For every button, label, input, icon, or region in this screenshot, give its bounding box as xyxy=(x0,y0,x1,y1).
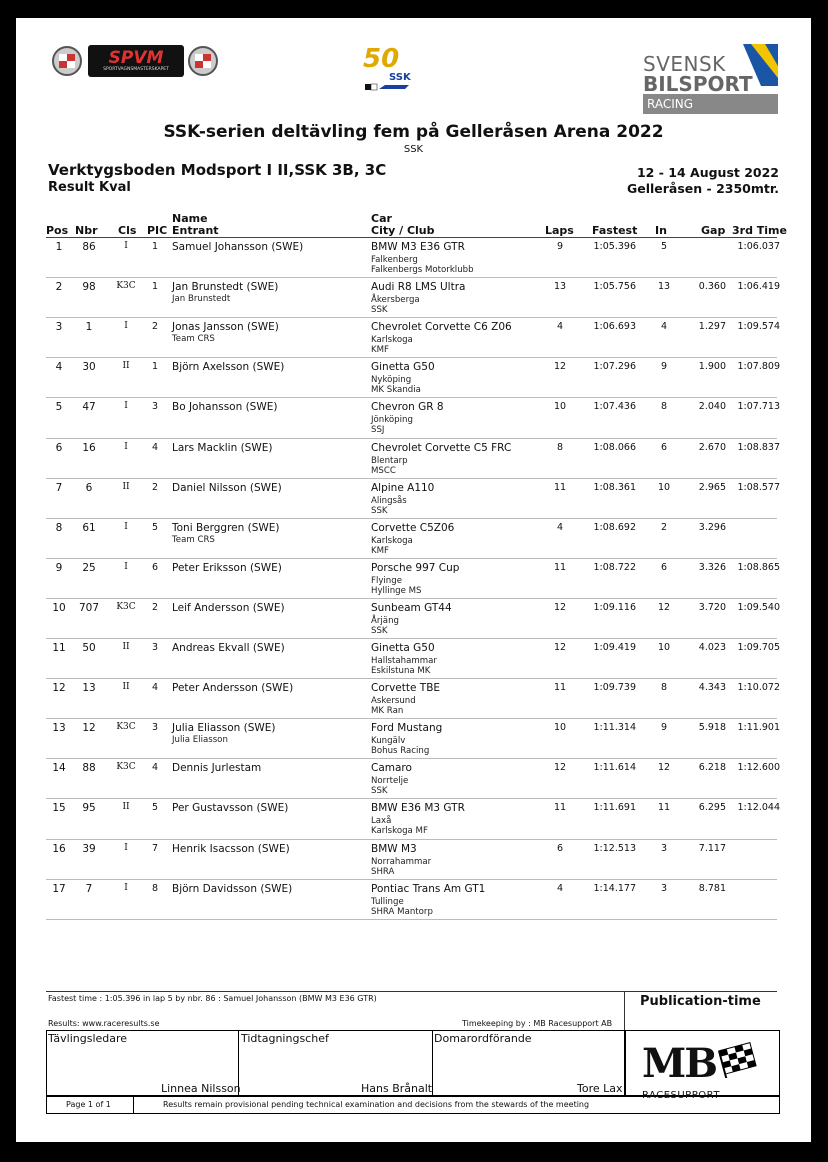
row-gap: 7.117 xyxy=(698,842,726,854)
row-third-time: 1:11.901 xyxy=(737,722,780,734)
row-fastest: 1:08.692 xyxy=(593,521,636,533)
row-pos: 16 xyxy=(52,842,66,855)
row-gap: 1.297 xyxy=(698,321,726,333)
row-nbr: 30 xyxy=(82,361,96,374)
row-gap: 2.965 xyxy=(698,481,726,493)
svensk-bilsport-logo xyxy=(643,44,778,116)
row-divider xyxy=(46,718,777,719)
row-gap: 3.326 xyxy=(698,561,726,573)
row-fastest: 1:05.396 xyxy=(593,241,636,252)
row-club: MSCC xyxy=(371,465,396,476)
row-car: Chevrolet Corvette C6 Z06 xyxy=(371,321,512,334)
svensk-text: SVENSK xyxy=(643,52,726,76)
row-city: Alingsås xyxy=(371,495,407,506)
disclaimer: Results remain provisional pending technical examination and decisions from the stewards of the meeting xyxy=(163,1100,590,1109)
col-cls: Cls xyxy=(118,224,137,237)
row-divider xyxy=(46,478,777,479)
row-nbr: 1 xyxy=(85,321,93,334)
row-pic: 2 xyxy=(151,601,159,613)
sig1-name: Linnea Nilsson xyxy=(161,1082,241,1095)
row-driver-name: Bo Johansson (SWE) xyxy=(172,401,278,414)
signature-divider-2 xyxy=(432,1030,433,1096)
page-subtitle: SSK xyxy=(403,144,424,155)
row-laps: 6 xyxy=(556,842,564,854)
row-pic: 4 xyxy=(151,441,159,453)
row-city: Åkersberga xyxy=(371,295,420,306)
row-city: Kungälv xyxy=(371,736,406,747)
row-laps: 10 xyxy=(553,401,567,413)
row-driver-name: Andreas Ekvall (SWE) xyxy=(172,642,285,654)
row-class: K3C xyxy=(116,281,136,292)
row-gap: 6.218 xyxy=(698,762,726,774)
row-club: KMF xyxy=(371,545,389,556)
row-best-lap: 9 xyxy=(660,361,668,373)
row-club: SSK xyxy=(371,625,388,636)
row-third-time: 1:09.574 xyxy=(737,321,780,333)
row-laps: 12 xyxy=(553,601,567,613)
row-third-time: 1:06.037 xyxy=(737,241,780,252)
row-driver-name: Lars Macklin (SWE) xyxy=(172,441,273,454)
row-class: I xyxy=(124,321,128,332)
row-nbr: 7 xyxy=(85,882,93,895)
row-third-time: 1:08.577 xyxy=(737,481,780,493)
col-entrant: Entrant xyxy=(172,224,219,237)
row-car: Corvette C5Z06 xyxy=(371,521,455,534)
row-nbr: 95 xyxy=(82,802,96,815)
row-class: I xyxy=(124,401,128,412)
row-pos: 1 xyxy=(55,241,63,253)
row-pos: 12 xyxy=(52,682,66,695)
row-driver-name: Peter Andersson (SWE) xyxy=(172,682,294,695)
row-city: Askersund xyxy=(371,696,416,707)
row-best-lap: 3 xyxy=(660,882,668,894)
row-class: II xyxy=(122,361,130,372)
row-nbr: 12 xyxy=(82,722,96,735)
row-entrant: Team CRS xyxy=(172,534,215,545)
row-divider xyxy=(46,758,777,759)
row-pic: 6 xyxy=(151,561,159,573)
row-divider xyxy=(46,798,777,799)
row-pos: 9 xyxy=(55,561,63,574)
row-best-lap: 8 xyxy=(660,682,668,694)
row-driver-name: Julia Eliasson (SWE) xyxy=(172,722,276,735)
row-pos: 11 xyxy=(52,642,66,654)
row-nbr: 86 xyxy=(82,241,96,253)
row-best-lap: 3 xyxy=(660,842,668,854)
row-best-lap: 5 xyxy=(660,241,668,252)
row-pos: 5 xyxy=(55,401,63,414)
row-fastest: 1:11.691 xyxy=(593,802,636,814)
col-fastest: Fastest xyxy=(592,224,638,237)
row-best-lap: 9 xyxy=(660,722,668,734)
row-third-time: 1:09.705 xyxy=(737,642,780,653)
row-third-time: 1:07.713 xyxy=(737,401,780,413)
row-nbr: 16 xyxy=(82,441,96,454)
row-pos: 7 xyxy=(55,481,63,494)
event-venue: Gelleråsen - 2350mtr. xyxy=(626,181,779,196)
col-pos: Pos xyxy=(46,224,69,237)
row-class: I xyxy=(124,521,128,532)
col-gap: Gap xyxy=(701,224,726,237)
row-pos: 4 xyxy=(55,361,63,374)
row-laps: 13 xyxy=(553,281,567,293)
row-divider xyxy=(46,678,777,679)
row-nbr: 47 xyxy=(82,401,96,414)
row-divider xyxy=(46,879,777,880)
row-pic: 2 xyxy=(151,481,159,493)
header-divider xyxy=(46,237,777,238)
row-driver-name: Björn Axelsson (SWE) xyxy=(172,361,285,374)
row-club: SSK xyxy=(371,786,388,797)
row-pic: 1 xyxy=(151,281,159,293)
row-city: Årjäng xyxy=(371,615,399,626)
row-laps: 11 xyxy=(553,802,567,814)
publication-divider xyxy=(624,991,625,1030)
row-car: Ford Mustang xyxy=(371,722,443,735)
page-footer-divider xyxy=(133,1096,134,1114)
spvm-logo-text: SPVM xyxy=(108,48,164,68)
row-best-lap: 10 xyxy=(657,642,671,653)
result-kind: Result Kval xyxy=(48,180,131,195)
row-laps: 4 xyxy=(556,521,564,533)
row-city: Laxå xyxy=(371,816,392,827)
row-car: Corvette TBE xyxy=(371,682,441,695)
row-best-lap: 8 xyxy=(660,401,668,413)
row-pos: 8 xyxy=(55,521,63,534)
row-fastest: 1:09.116 xyxy=(593,601,636,613)
row-third-time: 1:10.072 xyxy=(737,682,780,694)
row-nbr: 50 xyxy=(82,642,96,654)
col-car: Car xyxy=(371,212,392,225)
row-driver-name: Daniel Nilsson (SWE) xyxy=(172,481,282,494)
row-city: Blentarp xyxy=(371,455,408,466)
sig1-role: Tävlingsledare xyxy=(48,1032,128,1045)
row-gap: 8.781 xyxy=(698,882,726,894)
row-driver-name: Dennis Jurlestam xyxy=(172,762,262,775)
row-laps: 12 xyxy=(553,762,567,774)
row-class: K3C xyxy=(116,601,136,612)
row-club: KMF xyxy=(371,345,389,356)
col-laps: Laps xyxy=(545,224,574,237)
row-pic: 4 xyxy=(151,682,159,694)
row-driver-name: Per Gustavsson (SWE) xyxy=(172,802,289,815)
row-best-lap: 2 xyxy=(660,521,668,533)
row-car: Sunbeam GT44 xyxy=(371,601,452,614)
row-nbr: 98 xyxy=(82,281,96,294)
row-third-time: 1:07.809 xyxy=(737,361,780,373)
row-pic: 1 xyxy=(151,241,159,252)
row-car: Camaro xyxy=(371,762,412,775)
row-third-time: 1:12.044 xyxy=(737,802,780,814)
ssk-logo-text: SSK xyxy=(389,72,411,83)
row-divider xyxy=(46,598,777,599)
row-gap: 6.295 xyxy=(698,802,726,814)
row-class: II xyxy=(122,682,130,693)
row-car: Chevron GR 8 xyxy=(371,401,444,414)
row-fastest: 1:09.739 xyxy=(593,682,636,694)
row-divider xyxy=(46,357,777,358)
row-best-lap: 6 xyxy=(660,441,668,453)
row-divider xyxy=(46,638,777,639)
row-car: Alpine A110 xyxy=(371,481,435,494)
row-best-lap: 12 xyxy=(657,762,671,774)
row-fastest: 1:07.436 xyxy=(593,401,636,413)
col-name: Name xyxy=(172,212,208,225)
row-club: SSK xyxy=(371,505,388,516)
row-entrant: Julia Eliasson xyxy=(172,735,228,746)
row-fastest: 1:05.756 xyxy=(593,281,636,293)
row-pos: 14 xyxy=(52,762,66,775)
sig2-name: Hans Brånalt xyxy=(361,1082,433,1095)
col-in: In xyxy=(655,224,667,237)
row-divider xyxy=(46,277,777,278)
row-laps: 4 xyxy=(556,882,564,894)
col-city-club: City / Club xyxy=(371,224,435,237)
row-nbr: 25 xyxy=(82,561,96,574)
row-fastest: 1:07.296 xyxy=(593,361,636,373)
row-best-lap: 11 xyxy=(657,802,671,814)
row-class: II xyxy=(122,802,130,813)
row-city: Norrahammar xyxy=(371,856,432,867)
row-class: I xyxy=(124,441,128,452)
row-fastest: 1:08.361 xyxy=(593,481,636,493)
row-gap: 5.918 xyxy=(698,722,726,734)
publication-time-label: Publication-time xyxy=(640,994,761,1009)
row-class: I xyxy=(124,241,128,251)
row-divider xyxy=(46,438,777,439)
row-gap: 0.360 xyxy=(698,281,726,293)
row-city: Norrtelje xyxy=(371,776,409,787)
row-car: BMW M3 xyxy=(371,842,417,855)
row-pos: 3 xyxy=(55,321,63,334)
row-city: Flyinge xyxy=(371,575,402,586)
row-city: Nyköping xyxy=(371,375,412,386)
row-pos: 17 xyxy=(52,882,66,895)
row-driver-name: Samuel Johansson (SWE) xyxy=(172,241,304,253)
row-laps: 9 xyxy=(556,241,564,252)
row-city: Tullinge xyxy=(371,896,404,907)
row-nbr: 88 xyxy=(82,762,96,775)
row-gap: 4.343 xyxy=(698,682,726,694)
bilsport-text: BILSPORT xyxy=(643,72,753,96)
mb-logo-subtext: RACESUPPORT xyxy=(642,1090,720,1101)
row-nbr: 61 xyxy=(82,521,96,534)
row-class: I xyxy=(124,561,128,572)
row-gap: 2.670 xyxy=(698,441,726,453)
row-divider xyxy=(46,839,777,840)
row-laps: 12 xyxy=(553,642,567,653)
row-divider xyxy=(46,919,777,920)
row-city: Hallstahammar xyxy=(371,656,437,666)
fastest-time-note: Fastest time : 1:05.396 in lap 5 by nbr. 86 : Samuel Johansson (BMW M3 E36 GTR) xyxy=(48,994,377,1003)
row-club: SSK xyxy=(371,305,388,316)
result-sheet xyxy=(16,18,811,1142)
row-nbr: 13 xyxy=(82,682,96,695)
row-city: Falkenberg xyxy=(371,255,418,265)
row-class: K3C xyxy=(116,722,136,733)
event-name: Verktygsboden Modsport I II,SSK 3B, 3C xyxy=(48,161,387,179)
signature-box xyxy=(46,1030,625,1096)
row-pos: 6 xyxy=(55,441,63,454)
row-pic: 1 xyxy=(151,361,159,373)
spvm-logo-subtext: SPORTVAGNSMASTERSKAPET xyxy=(103,67,169,72)
row-club: Bohus Racing xyxy=(371,746,430,757)
row-fastest: 1:11.614 xyxy=(593,762,636,774)
row-entrant: Team CRS xyxy=(172,334,215,345)
row-gap: 3.296 xyxy=(698,521,726,533)
row-gap: 2.040 xyxy=(698,401,726,413)
row-pic: 5 xyxy=(151,802,159,814)
row-laps: 11 xyxy=(553,682,567,694)
row-club: MK Ran xyxy=(371,706,404,717)
sig3-role: Domarordförande xyxy=(434,1032,532,1045)
row-nbr: 6 xyxy=(85,481,93,494)
row-driver-name: Henrik Isacsson (SWE) xyxy=(172,842,290,855)
row-third-time: 1:09.540 xyxy=(737,601,780,613)
row-best-lap: 10 xyxy=(657,481,671,493)
row-best-lap: 12 xyxy=(657,601,671,613)
row-best-lap: 4 xyxy=(660,321,668,333)
row-car: BMW E36 M3 GTR xyxy=(371,802,465,815)
row-city: Jönköping xyxy=(371,415,413,426)
row-car: Ginetta G50 xyxy=(371,361,435,374)
results-url: Results: www.raceresults.se xyxy=(48,1019,160,1028)
row-gap: 3.720 xyxy=(698,601,726,613)
row-club: Karlskoga MF xyxy=(371,826,428,837)
row-third-time: 1:08.865 xyxy=(737,561,780,573)
row-pic: 3 xyxy=(151,401,159,413)
col-nbr: Nbr xyxy=(75,224,98,237)
row-laps: 11 xyxy=(553,481,567,493)
ssk-50-text: 50 xyxy=(363,44,400,74)
footer-top-line xyxy=(46,991,777,992)
row-pic: 2 xyxy=(151,321,159,333)
row-fastest: 1:12.513 xyxy=(593,842,636,854)
mb-racesupport-logo xyxy=(640,1038,765,1108)
row-divider xyxy=(46,518,777,519)
row-fastest: 1:08.066 xyxy=(593,441,636,453)
page-number: Page 1 of 1 xyxy=(66,1100,111,1109)
page-title: SSK-serien deltävling fem på Gelleråsen Arena 2022 xyxy=(163,122,664,142)
row-pic: 3 xyxy=(151,642,159,653)
row-fastest: 1:06.693 xyxy=(593,321,636,333)
row-pic: 3 xyxy=(151,722,159,734)
row-fastest: 1:08.722 xyxy=(593,561,636,573)
row-class: K3C xyxy=(116,762,136,773)
col-pic: PIC xyxy=(147,224,168,237)
row-club: Eskilstuna MK xyxy=(371,666,431,676)
row-driver-name: Leif Andersson (SWE) xyxy=(172,601,285,614)
row-fastest: 1:09.419 xyxy=(593,642,636,653)
row-club: MK Skandia xyxy=(371,385,421,396)
row-laps: 8 xyxy=(556,441,564,453)
spvm-logo xyxy=(50,42,220,80)
row-pos: 2 xyxy=(55,281,63,294)
row-pic: 8 xyxy=(151,882,159,894)
row-club: SHRA xyxy=(371,866,395,877)
row-car: Pontiac Trans Am GT1 xyxy=(371,882,486,895)
row-gap: 4.023 xyxy=(698,642,726,653)
row-driver-name: Jonas Jansson (SWE) xyxy=(172,321,279,334)
row-entrant: Jan Brunstedt xyxy=(172,294,231,305)
row-city: Karlskoga xyxy=(371,335,413,346)
row-nbr: 707 xyxy=(78,601,100,614)
row-best-lap: 6 xyxy=(660,561,668,573)
row-laps: 10 xyxy=(553,722,567,734)
row-divider xyxy=(46,397,777,398)
racing-text: RACING xyxy=(647,97,694,111)
row-city: Karlskoga xyxy=(371,535,413,546)
row-class: II xyxy=(122,481,130,492)
row-driver-name: Björn Davidsson (SWE) xyxy=(172,882,293,895)
row-pos: 15 xyxy=(52,802,66,815)
col-3rd-time: 3rd Time xyxy=(732,224,787,237)
sig2-role: Tidtagningschef xyxy=(241,1032,329,1045)
sig3-name: Tore Lax xyxy=(577,1082,623,1095)
row-pic: 5 xyxy=(151,521,159,533)
row-third-time: 1:06.419 xyxy=(737,281,780,293)
row-pic: 4 xyxy=(151,762,159,774)
row-car: Audi R8 LMS Ultra xyxy=(371,281,466,294)
row-divider xyxy=(46,317,777,318)
row-driver-name: Jan Brunstedt (SWE) xyxy=(172,281,279,294)
row-club: SSJ xyxy=(371,425,385,436)
row-class: I xyxy=(124,882,128,893)
row-best-lap: 13 xyxy=(657,281,671,293)
row-driver-name: Peter Eriksson (SWE) xyxy=(172,561,282,574)
row-laps: 11 xyxy=(553,561,567,573)
row-pos: 13 xyxy=(52,722,66,735)
row-club: Falkenbergs Motorklubb xyxy=(371,265,474,275)
row-third-time: 1:08.837 xyxy=(737,441,780,453)
row-car: Porsche 997 Cup xyxy=(371,561,460,574)
row-club: SHRA Mantorp xyxy=(371,906,433,917)
mb-logo-text: MB xyxy=(642,1040,717,1087)
timekeeping-note: Timekeeping by : MB Racesupport AB xyxy=(462,1019,613,1028)
row-pos: 10 xyxy=(52,601,66,614)
row-divider xyxy=(46,558,777,559)
row-laps: 4 xyxy=(556,321,564,333)
row-third-time: 1:12.600 xyxy=(737,762,780,774)
row-car: Ginetta G50 xyxy=(371,642,435,654)
row-car: Chevrolet Corvette C5 FRC xyxy=(371,441,512,454)
row-driver-name: Toni Berggren (SWE) xyxy=(172,521,280,534)
row-fastest: 1:14.177 xyxy=(593,882,636,894)
row-gap: 1.900 xyxy=(698,361,726,373)
row-club: Hyllinge MS xyxy=(371,585,422,596)
ssk-50-logo xyxy=(359,44,421,94)
row-fastest: 1:11.314 xyxy=(593,722,636,734)
row-nbr: 39 xyxy=(82,842,96,855)
event-date: 12 - 14 August 2022 xyxy=(636,165,779,180)
row-laps: 12 xyxy=(553,361,567,373)
row-class: II xyxy=(122,642,130,652)
row-class: I xyxy=(124,842,128,853)
row-car: BMW M3 E36 GTR xyxy=(371,241,465,253)
row-pic: 7 xyxy=(151,842,159,854)
